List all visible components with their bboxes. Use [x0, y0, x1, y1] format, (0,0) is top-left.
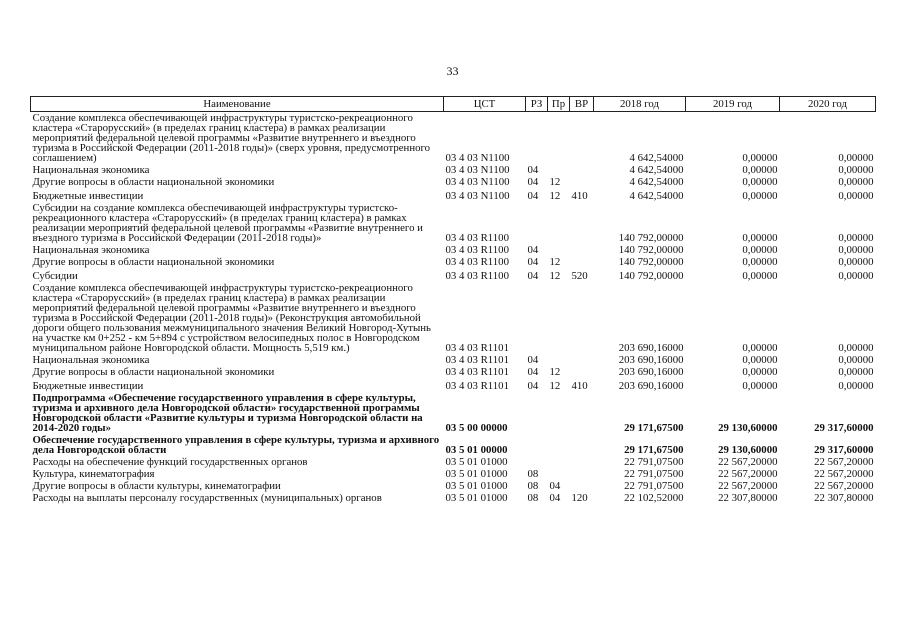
cell-2020: 22 567,20000 [814, 468, 874, 480]
cell-2018: 4 642,54000 [629, 176, 684, 188]
cell-name: Расходы на обеспечение функций государственных органов [32, 456, 308, 468]
table-row [31, 244, 876, 256]
cell-cst: 03 5 01 01000 [445, 468, 508, 480]
cell-rz: 04 [527, 190, 539, 202]
cell-2018: 22 102,52000 [624, 492, 684, 504]
cell-2019: 0,00000 [742, 152, 778, 164]
cell-rz: 08 [527, 480, 539, 492]
cell-cst: 03 4 03 R1101 [445, 342, 509, 354]
table-row [31, 282, 876, 354]
table-header [31, 97, 876, 112]
cell-2019: 0,00000 [742, 190, 778, 202]
cell-2020: 0,00000 [838, 232, 874, 244]
table-row [31, 268, 876, 282]
cell-rz: 04 [527, 380, 539, 392]
cell-vr [570, 282, 594, 354]
cell-cst: 03 5 01 00000 [445, 444, 508, 456]
cell-2019: 22 567,20000 [718, 468, 778, 480]
cell-pr: 12 [549, 270, 561, 282]
cell-2019: 29 130,60000 [718, 422, 778, 434]
cell-cst: 03 4 03 R1101 [445, 366, 509, 378]
col-header-pr: Пр [548, 97, 570, 112]
cell-2019: 22 567,20000 [718, 456, 778, 468]
cell-2020: 0,00000 [838, 176, 874, 188]
cell-name: Бюджетные инвестиции [32, 190, 144, 202]
table-row [31, 434, 876, 456]
col-header-rz: РЗ [526, 97, 548, 112]
cell-name: Бюджетные инвестиции [32, 380, 144, 392]
cell-name: Субсидии [32, 270, 78, 282]
table-row [31, 366, 876, 378]
cell-rz [526, 434, 548, 456]
cell-2020: 22 567,20000 [814, 480, 874, 492]
cell-pr: 12 [549, 256, 561, 268]
cell-rz [526, 282, 548, 354]
page-number: 33 [446, 64, 459, 78]
cell-rz: 04 [527, 366, 539, 378]
table-body [31, 112, 876, 505]
cell-cst: 03 5 00 00000 [445, 422, 508, 434]
cell-vr [570, 434, 594, 456]
cell-name: Подпрограмма «Обеспечение государственного управления в сфере культуры, туризма и архивного дела Новгородской области» государственной программы Новгородской области «Развитие культуры и туризма Новгородской области на 2014-2020 годы» [32, 392, 423, 434]
cell-vr [570, 244, 594, 256]
cell-2019: 0,00000 [742, 366, 778, 378]
cell-vr [570, 256, 594, 268]
budget-table [30, 96, 876, 504]
cell-2020: 0,00000 [838, 270, 874, 282]
cell-rz [526, 456, 548, 468]
cell-2019: 0,00000 [742, 176, 778, 188]
cell-rz: 04 [527, 270, 539, 282]
cell-vr [570, 366, 594, 378]
cell-2020: 0,00000 [838, 152, 874, 164]
cell-cst: 03 5 01 01000 [445, 492, 508, 504]
cell-2020: 29 317,60000 [814, 444, 874, 456]
cell-vr: 410 [571, 380, 588, 392]
cell-2019: 0,00000 [742, 256, 778, 268]
cell-name: Другие вопросы в области национальной экономики [32, 256, 275, 268]
cell-2018: 29 171,67500 [624, 444, 684, 456]
cell-rz: 08 [527, 468, 539, 480]
cell-rz: 08 [527, 492, 539, 504]
cell-pr: 04 [549, 492, 561, 504]
cell-pr: 12 [549, 380, 561, 392]
cell-2019: 0,00000 [742, 232, 778, 244]
cell-2018: 22 791,07500 [624, 468, 684, 480]
cell-pr [548, 282, 570, 354]
cell-2018: 4 642,54000 [629, 152, 684, 164]
cell-vr [570, 456, 594, 468]
table-row [31, 354, 876, 366]
cell-vr [570, 176, 594, 188]
cell-name: Национальная экономика [32, 244, 150, 256]
cell-rz [526, 112, 548, 165]
cell-2018: 4 642,54000 [629, 190, 684, 202]
cell-cst: 03 4 03 R1100 [445, 270, 509, 282]
cell-rz: 04 [527, 244, 539, 256]
cell-vr [570, 468, 594, 480]
cell-2018: 203 690,16000 [618, 354, 684, 366]
cell-rz: 04 [527, 176, 539, 188]
cell-vr: 520 [571, 270, 588, 282]
cell-vr [570, 202, 594, 244]
table-row [31, 256, 876, 268]
cell-2018: 140 792,00000 [618, 270, 684, 282]
cell-2020: 0,00000 [838, 164, 874, 176]
cell-2018: 203 690,16000 [618, 380, 684, 392]
cell-2019: 0,00000 [742, 270, 778, 282]
cell-pr [548, 434, 570, 456]
cell-2019: 0,00000 [742, 164, 778, 176]
table-row [31, 468, 876, 480]
cell-vr [570, 480, 594, 492]
cell-pr: 12 [549, 176, 561, 188]
cell-rz [526, 392, 548, 434]
cell-cst: 03 4 03 R1100 [445, 256, 509, 268]
cell-2018: 4 642,54000 [629, 164, 684, 176]
table-row [31, 202, 876, 244]
cell-cst: 03 5 01 01000 [445, 456, 508, 468]
cell-name: Субсидии на создание комплекса обеспечивающей инфраструктуры туристско-рекреационного кластера «Старорусский» (в пределах границ кластера) в рамках реализации мероприятий федеральной целевой программы «Развитие внутреннего и въездного туризма в Российской Федерации (2011-2018 годы)» [32, 202, 423, 244]
cell-pr [548, 164, 570, 176]
cell-cst: 03 4 03 R1101 [445, 380, 509, 392]
cell-name: Другие вопросы в области национальной экономики [32, 366, 275, 378]
cell-name: Создание комплекса обеспечивающей инфраструктуры туристско-рекреационного кластера «Старорусский» (в пределах границ кластера) в рамках реализации мероприятий федеральной целевой программы «Развитие внутреннего и въездного туризма в Российской Федерации (2011-2018 годы)» (Реконструкция автомобильной дороги общего пользования межмуниципального значения Великий Новгород-Хутынь на участке км 0+252 - км 5+894 с устройством велосипедных полос в Новгородском муниципальном районе Новгородской области. Мощность 5,519 км.) [32, 282, 431, 354]
cell-2020: 22 307,80000 [814, 492, 874, 504]
cell-2020: 0,00000 [838, 190, 874, 202]
cell-2019: 0,00000 [742, 380, 778, 392]
cell-name: Обеспечение государственного управления в сфере культуры, туризма и архивного дела Новгородской области [32, 434, 440, 456]
cell-cst: 03 4 03 N1100 [445, 164, 510, 176]
cell-name: Национальная экономика [32, 354, 150, 366]
cell-2019: 22 307,80000 [718, 492, 778, 504]
cell-cst: 03 4 03 N1100 [445, 190, 510, 202]
table-row [31, 378, 876, 392]
cell-pr [548, 244, 570, 256]
cell-vr: 410 [571, 190, 588, 202]
cell-2019: 0,00000 [742, 244, 778, 256]
cell-cst: 03 4 03 R1100 [445, 232, 509, 244]
cell-2019: 29 130,60000 [718, 444, 778, 456]
cell-2020: 22 567,20000 [814, 456, 874, 468]
cell-rz: 04 [527, 256, 539, 268]
cell-2019: 0,00000 [742, 342, 778, 354]
cell-2018: 140 792,00000 [618, 244, 684, 256]
cell-2018: 22 791,07500 [624, 456, 684, 468]
cell-2020: 0,00000 [838, 366, 874, 378]
cell-2018: 140 792,00000 [618, 256, 684, 268]
cell-pr [548, 468, 570, 480]
cell-pr [548, 392, 570, 434]
col-header-2020: 2020 год [780, 97, 876, 112]
cell-name: Культура, кинематография [32, 468, 155, 480]
cell-2018: 29 171,67500 [624, 422, 684, 434]
cell-rz: 04 [527, 164, 539, 176]
table-row [31, 492, 876, 504]
table-row [31, 176, 876, 188]
table-row [31, 112, 876, 165]
col-header-cst: ЦСТ [444, 97, 526, 112]
cell-2018: 140 792,00000 [618, 232, 684, 244]
cell-pr [548, 354, 570, 366]
cell-2018: 203 690,16000 [618, 366, 684, 378]
cell-2020: 29 317,60000 [814, 422, 874, 434]
table-row [31, 456, 876, 468]
cell-2019: 22 567,20000 [718, 480, 778, 492]
cell-vr: 120 [571, 492, 588, 504]
table-row [31, 480, 876, 492]
cell-pr [548, 112, 570, 165]
cell-name: Создание комплекса обеспечивающей инфраструктуры туристско-рекреационного кластера «Старорусский» (в пределах границ кластера) в рамках реализации мероприятий федеральной целевой программы «Развитие внутреннего и въездного туризма в Российской Федерации (2011-2018 годы)» (сверх уровня, предусмотренного соглашением) [32, 112, 431, 164]
cell-2018: 203 690,16000 [618, 342, 684, 354]
cell-cst: 03 4 03 N1100 [445, 176, 510, 188]
cell-name: Расходы на выплаты персоналу государственных (муниципальных) органов [32, 492, 382, 504]
cell-pr: 12 [549, 190, 561, 202]
col-header-name: Наименование [31, 97, 444, 112]
cell-rz [526, 202, 548, 244]
cell-vr [570, 392, 594, 434]
cell-pr [548, 456, 570, 468]
cell-cst: 03 4 03 R1101 [445, 354, 509, 366]
cell-2020: 0,00000 [838, 244, 874, 256]
cell-cst: 03 4 03 N1100 [445, 152, 510, 164]
cell-cst: 03 5 01 01000 [445, 480, 508, 492]
cell-2020: 0,00000 [838, 256, 874, 268]
cell-2020: 0,00000 [838, 380, 874, 392]
cell-vr [570, 354, 594, 366]
cell-2020: 0,00000 [838, 342, 874, 354]
col-header-vr: ВР [570, 97, 594, 112]
cell-pr: 04 [549, 480, 561, 492]
cell-pr: 12 [549, 366, 561, 378]
cell-rz: 04 [527, 354, 539, 366]
table-row [31, 392, 876, 434]
cell-vr [570, 112, 594, 165]
table-row [31, 164, 876, 176]
cell-2018: 22 791,07500 [624, 480, 684, 492]
cell-name: Другие вопросы в области культуры, кинематографии [32, 480, 281, 492]
cell-2019: 0,00000 [742, 354, 778, 366]
col-header-2018: 2018 год [594, 97, 686, 112]
col-header-2019: 2019 год [686, 97, 780, 112]
cell-cst: 03 4 03 R1100 [445, 244, 509, 256]
cell-2020: 0,00000 [838, 354, 874, 366]
cell-pr [548, 202, 570, 244]
table-row [31, 188, 876, 202]
cell-name: Другие вопросы в области национальной экономики [32, 176, 275, 188]
cell-vr [570, 164, 594, 176]
cell-name: Национальная экономика [32, 164, 150, 176]
